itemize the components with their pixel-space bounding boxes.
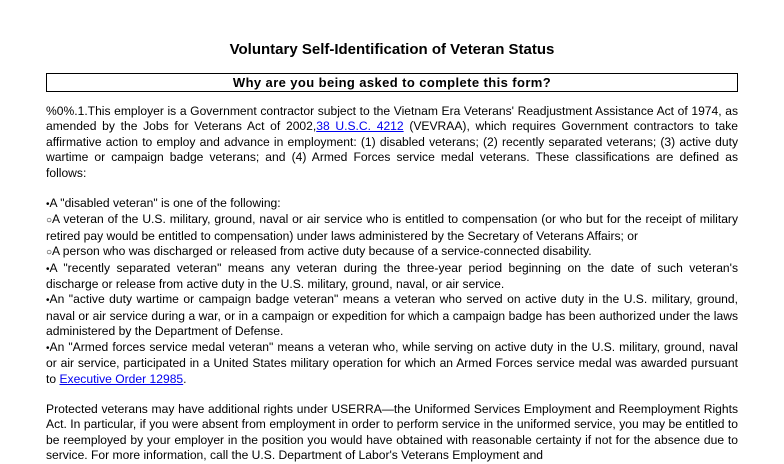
bullet-icon: • <box>46 263 50 275</box>
statute-link[interactable]: 38 U.S.C. 4212 <box>316 119 404 134</box>
page-title: Voluntary Self-Identification of Veteran Status <box>229 41 555 58</box>
bullet-icon: • <box>46 199 50 211</box>
list-item <box>46 196 738 212</box>
list-item <box>46 340 738 387</box>
hollow-bullet-icon: ○ <box>46 247 53 259</box>
section-header-box: Why are you being asked to complete this form? <box>46 73 738 92</box>
bullet-icon: • <box>46 295 50 307</box>
intro-paragraph <box>46 104 738 181</box>
definition-disabled-sub2: A person who was discharged or released from active duty because of a service-connected disability. <box>52 244 592 259</box>
bullet-icon: • <box>46 342 50 354</box>
paragraph-gap <box>46 181 738 196</box>
intro-text: %0%.1.This employer is a Government contractor subject to the Vietnam Era Veterans' Readjustment Assistance Act of 1974, as amended by the Jobs for Veterans Act of 2002, <box>46 104 738 134</box>
list-item <box>46 292 738 339</box>
definition-recently-separated: A "recently separated veteran" means any veteran during the three-year period beginning on the date of such veteran's discharge or release from active duty in the U.S. military, ground, naval, or air service. <box>46 260 738 292</box>
list-item <box>46 244 738 260</box>
hollow-bullet-icon: ○ <box>46 215 53 227</box>
definition-disabled: A "disabled veteran" is one of the following: <box>49 196 281 211</box>
definition-active-duty: An "active duty wartime or campaign badge veteran" means a veteran who served on active duty in the U.S. military, ground, naval or air service during a war, or in a campaign or expedition for which a campaign badge has been authorized under the laws administered by the Department of Defense. <box>46 292 738 339</box>
definition-disabled-sub1: A veteran of the U.S. military, ground, naval or air service who is entitled to compensation (or who but for the receipt of military retired pay would be entitled to compensation) under laws administered by the Secretary of Veterans Affairs; or <box>46 212 738 243</box>
intro-text-continued: (VEVRAA), which requires Government contractors to take affirmative action to employ and advance in employment: (1) disabled veterans; (2) recently separated veterans; (3) active duty wartime or campaign badge veterans; and (4) Armed Forces service medal veterans. These classifications are defined as follows: <box>46 119 738 180</box>
executive-order-link[interactable]: Executive Order 12985 <box>59 371 184 386</box>
list-item <box>46 261 738 293</box>
document-body <box>46 104 738 464</box>
list-item <box>46 212 738 244</box>
definition-medal-end: . <box>183 371 187 386</box>
userra-paragraph: Protected veterans may have additional rights under USERRA—the Uniformed Services Employment and Reemployment Rights Act. In particular, if you were absent from employment in order to perform service in the uniformed service, you may be entitled to be reemployed by your employer in the position you would have obtained with reasonable certainty if not for the absence due to service. For more information, call the U.S. Department of Labor's Veterans Employment and <box>46 401 738 463</box>
definition-medal: An "Armed forces service medal veteran" means a veteran who, while serving on active duty in the U.S. military, ground, naval or air service, participated in a United States military operation for which an Armed Forces service medal was awarded pursuant to <box>46 339 738 386</box>
paragraph-gap <box>46 387 738 402</box>
